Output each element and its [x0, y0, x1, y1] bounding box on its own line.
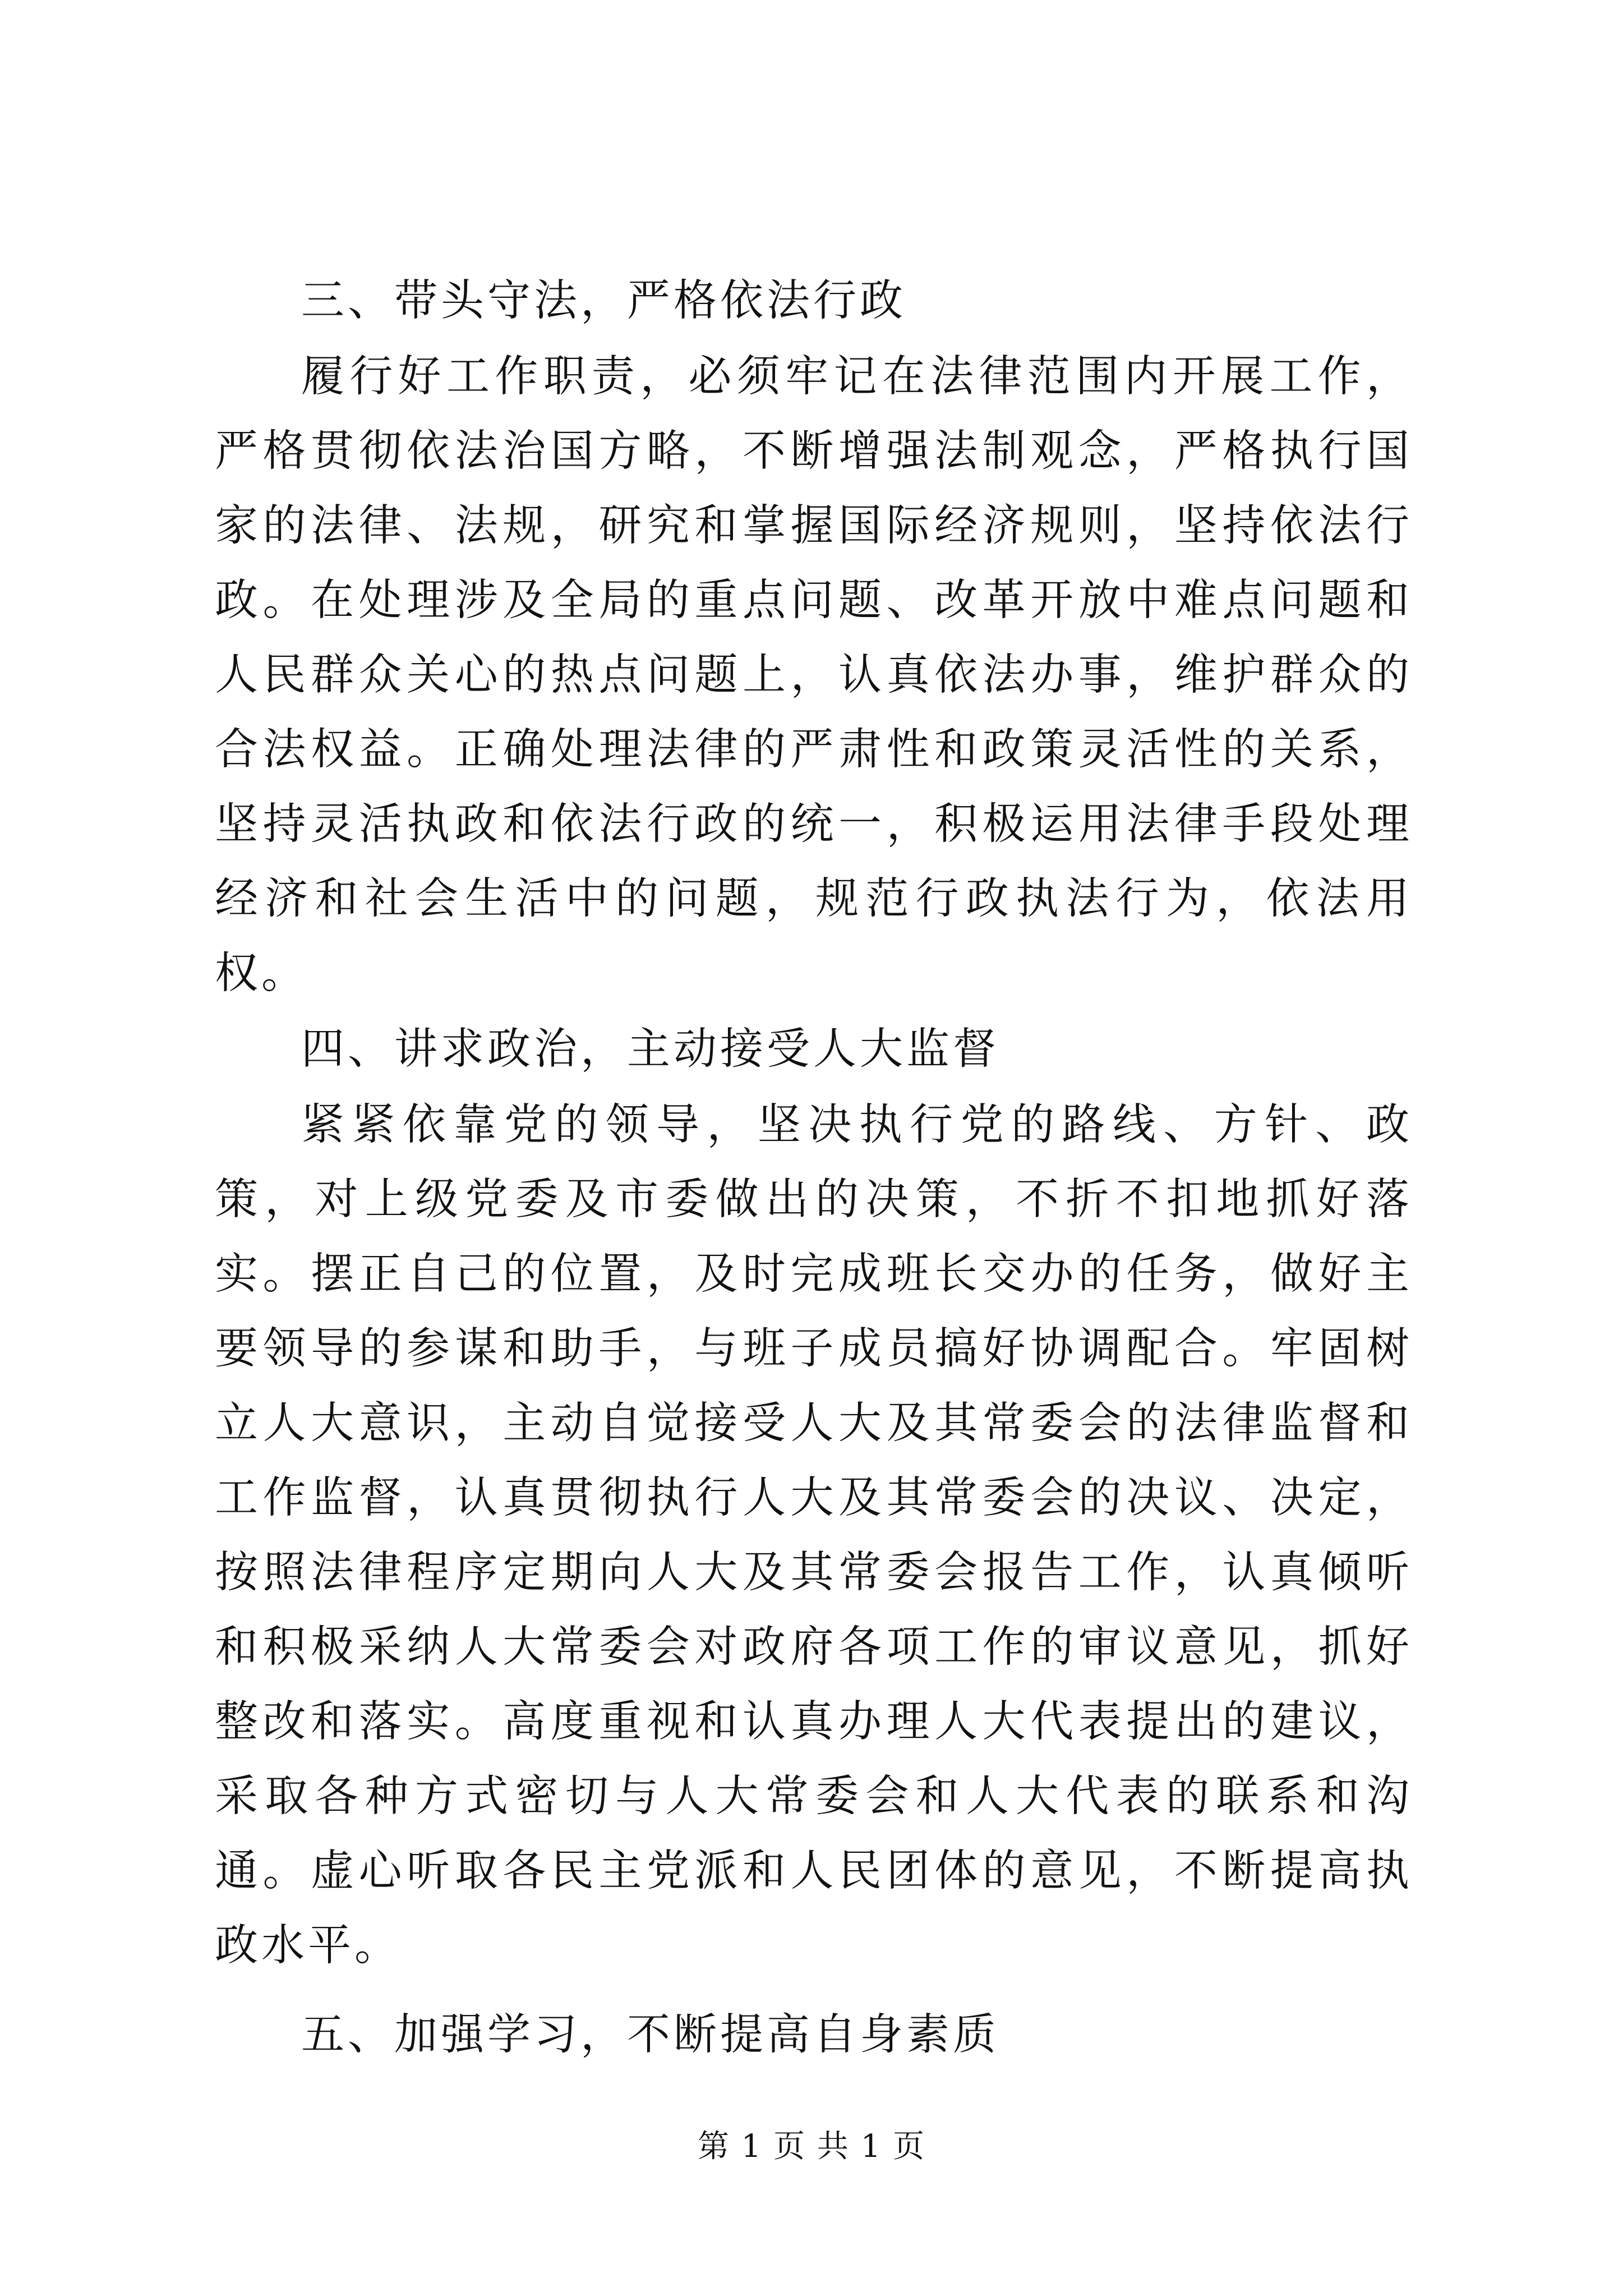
section-heading-4: 四、讲求政治，主动接受人大监督 [301, 1024, 999, 1074]
section-heading-5: 五、加强学习，不断提高自身素质 [301, 2010, 999, 2060]
section-heading-3: 三、带头守法，严格依法行政 [301, 276, 906, 326]
section-paragraph-4: 紧紧依靠党的领导，坚决执行党的路线、方针、政策，对上级党委及市委做出的决策，不折不扣地抓好落实。摆正自己的位置，及时完成班长交办的任务，做好主要领导的参谋和助手，与班子成员搞好协调配合。牢固树立人大意识，主动自觉接受人大及其常委会的法律监督和工作监督，认真贯彻执行人大及其常委会的决议、决定，按照法律程序定期向人大及其常委会报告工作，认真倾听和积极采纳人大常委会对政府各项工作的审议意见，抓好整改和落实。高度重视和认真办理人大代表提出的建议，采取各种方式密切与人大常委会和人大代表的联系和沟通。虚心听取各民主党派和人民团体的意见，不断提高执政水平。 [215, 1100, 1413, 1971]
page-number-footer: 第 1 页 共 1 页 [697, 2128, 926, 2165]
document-body [215, 264, 1413, 2072]
section-paragraph-3: 履行好工作职责，必须牢记在法律范围内开展工作，严格贯彻依法治国方略，不断增强法制观念，严格执行国家的法律、法规，研究和掌握国际经济规则，坚持依法行政。在处理涉及全局的重点问题、改革开放中难点问题和人民群众关心的热点问题上，认真依法办事，维护群众的合法权益。正确处理法律的严肃性和政策灵活性的关系，坚持灵活执政和依法行政的统一，积极运用法律手段处理经济和社会生活中的问题，规范行政执法行为，依法用权。 [215, 352, 1413, 999]
